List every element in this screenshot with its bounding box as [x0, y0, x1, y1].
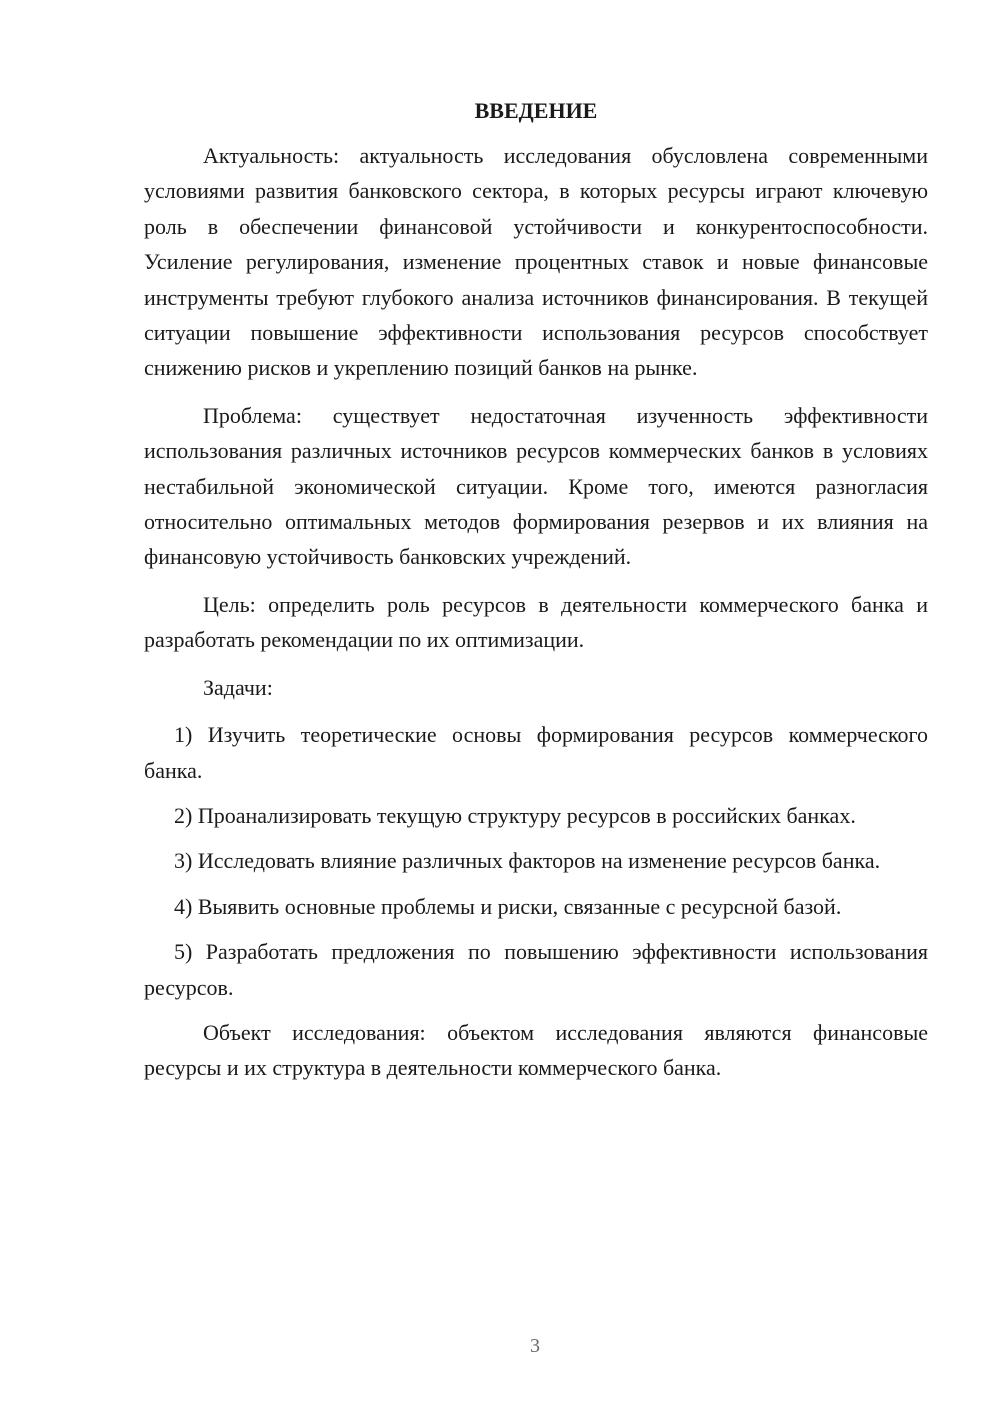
relevance-paragraph: Актуальность: актуальность исследования обусловлена современными условиями развития банковского сектора, в которых ресурсы играют ключевую роль в обеспечении финансовой устойчивости и конкурентоспособности. Усиление регулирования, изменение процентных ставок и новые финансовые инструменты требуют глубокого анализа источников финансирования. В текущей ситуации повышение эффективности использования ресурсов способствует снижению рисков и укреплению позиций банков на рынке.	[144, 143, 928, 381]
problem-paragraph: Проблема: существует недостаточная изученность эффективности использования различных источников ресурсов коммерческих банков в условиях нестабильной экономической ситуации. Кроме того, имеются разногласия относительно оптимальных методов формирования резервов и их влияния на финансовую устойчивость банковских учреждений.	[144, 402, 928, 570]
section-heading: ВВЕДЕНИЕ	[474, 98, 598, 123]
tasks-list	[144, 717, 928, 1005]
task-item: 4) Выявить основные проблемы и риски, связанные с ресурсной базой.	[174, 893, 842, 919]
task-item: 5) Разработать предложения по повышению эффективности использования ресурсов.	[144, 939, 928, 1000]
tasks-label: Задачи:	[203, 674, 273, 700]
page-content	[144, 96, 928, 1098]
task-item: 3) Исследовать влияние различных факторов на изменение ресурсов банка.	[174, 848, 881, 874]
object-paragraph: Объект исследования: объектом исследования являются финансовые ресурсы и их структура в деятельности коммерческого банка.	[144, 1019, 928, 1081]
task-item: 2) Проанализировать текущую структуру ресурсов в российских банках.	[174, 802, 856, 828]
page-number: 3	[530, 1335, 540, 1357]
goal-paragraph: Цель: определить роль ресурсов в деятельности коммерческого банка и разработать рекомендации по их оптимизации.	[144, 591, 928, 653]
task-item: 1) Изучить теоретические основы формирования ресурсов коммерческого банка.	[144, 722, 928, 783]
